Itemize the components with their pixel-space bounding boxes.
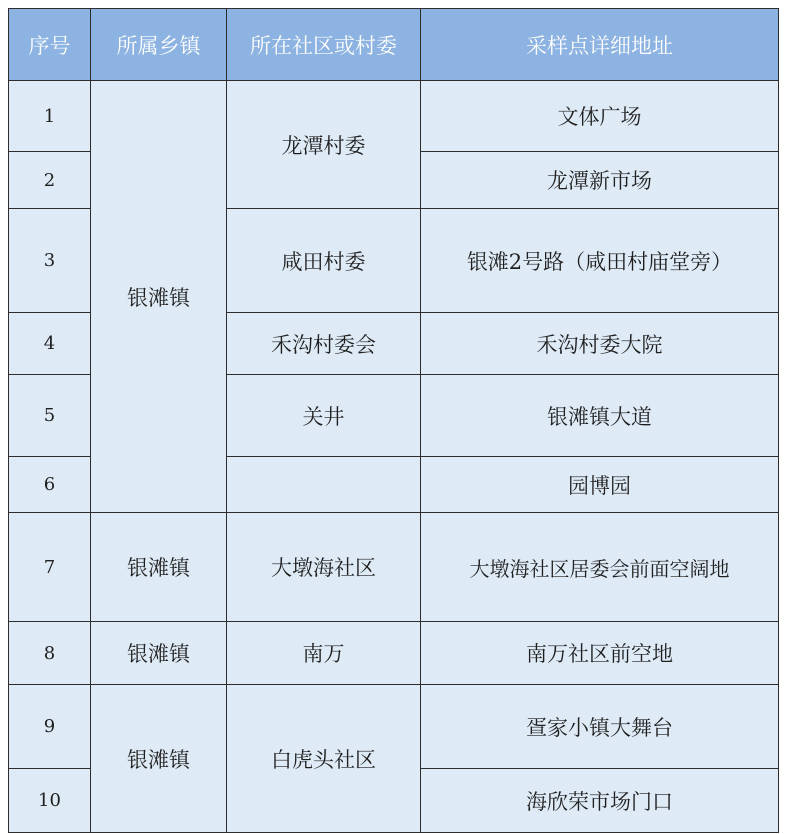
address-cell: 大墩海社区居委会前面空阔地 <box>421 513 779 622</box>
address-cell: 禾沟村委大院 <box>421 313 779 375</box>
community-cell: 南万 <box>227 622 421 685</box>
serial-no-cell: 1 <box>9 81 91 152</box>
serial-no-cell: 2 <box>9 152 91 209</box>
header-town: 所属乡镇 <box>91 9 227 81</box>
serial-no-cell: 7 <box>9 513 91 622</box>
table-row <box>9 622 779 685</box>
header-row <box>9 9 779 81</box>
town-cell: 银滩镇 <box>91 622 227 685</box>
address-cell: 银滩2号路（咸田村庙堂旁） <box>421 209 779 313</box>
sampling-sites-table-wrapper <box>8 8 779 833</box>
serial-no-cell: 4 <box>9 313 91 375</box>
community-cell: 咸田村委 <box>227 209 421 313</box>
header-community: 所在社区或村委 <box>227 9 421 81</box>
serial-no-cell: 10 <box>9 769 91 833</box>
table-row <box>9 685 779 769</box>
serial-no-cell: 5 <box>9 375 91 457</box>
community-cell: 白虎头社区 <box>227 685 421 833</box>
header-address: 采样点详细地址 <box>421 9 779 81</box>
town-cell: 银滩镇 <box>91 513 227 622</box>
address-cell: 海欣荣市场门口 <box>421 769 779 833</box>
address-cell: 银滩镇大道 <box>421 375 779 457</box>
table-row <box>9 513 779 622</box>
community-cell <box>227 457 421 513</box>
table-row <box>9 81 779 152</box>
address-cell: 疍家小镇大舞台 <box>421 685 779 769</box>
community-cell: 大墩海社区 <box>227 513 421 622</box>
serial-no-cell: 3 <box>9 209 91 313</box>
community-cell: 关井 <box>227 375 421 457</box>
address-cell: 龙潭新市场 <box>421 152 779 209</box>
serial-no-cell: 6 <box>9 457 91 513</box>
sampling-sites-table <box>8 8 779 833</box>
community-cell: 禾沟村委会 <box>227 313 421 375</box>
community-cell: 龙潭村委 <box>227 81 421 209</box>
town-cell: 银滩镇 <box>91 685 227 833</box>
address-cell: 文体广场 <box>421 81 779 152</box>
town-cell: 银滩镇 <box>91 81 227 513</box>
serial-no-cell: 9 <box>9 685 91 769</box>
address-cell: 南万社区前空地 <box>421 622 779 685</box>
serial-no-cell: 8 <box>9 622 91 685</box>
header-serial-no: 序号 <box>9 9 91 81</box>
address-cell: 园博园 <box>421 457 779 513</box>
